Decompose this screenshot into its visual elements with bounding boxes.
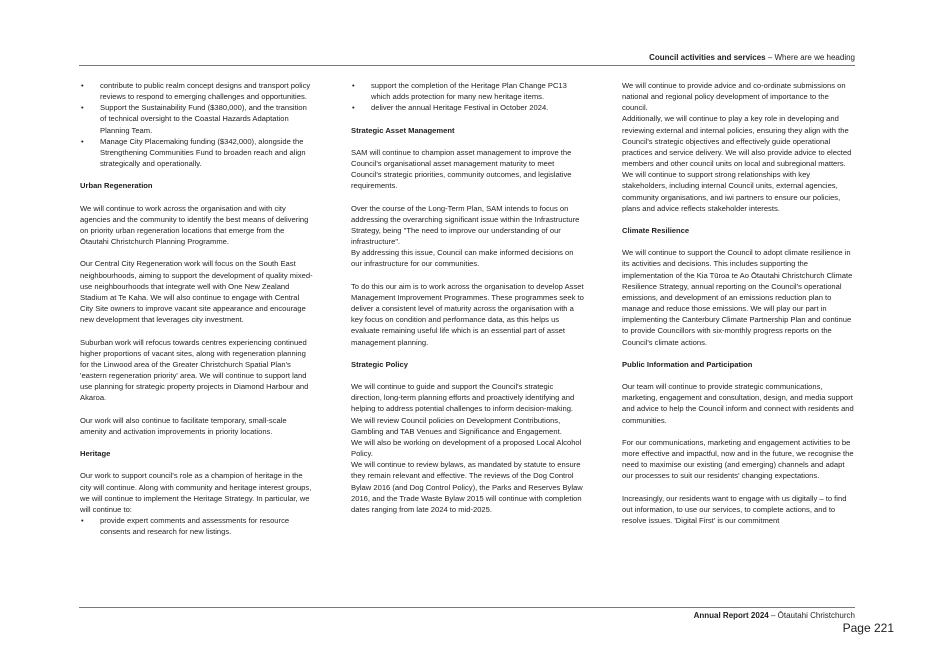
paragraph: For our communications, marketing and engagement activities to be more effective and impactful, now and in the future, we recognise the need to maximise our existing (and emerging) channels and adapt our processes to suit our residents' changing expectations.	[622, 437, 854, 481]
running-header-section: Council activities and services	[649, 53, 766, 62]
list-item: • deliver the annual Heritage Festival in October 2024.	[351, 102, 585, 113]
paragraph: We will continue to guide and support the Council's strategic direction, long-term planning efforts and proactively identifying and helping to address potential challenges to inform decision-making.	[351, 382, 575, 414]
section-heading-strategic-policy: Strategic Policy	[351, 359, 408, 369]
paragraph: We will continue to support strong relationships with key stakeholders, including internal Council units, external agencies, community organisations, and iwi partners to ensure our policies, plans and advice reflects stakeholder interests.	[622, 170, 841, 213]
section-heading-climate-resilience: Climate Resilience	[622, 226, 690, 236]
paragraph: Additionally, we will continue to play a key role in developing and reviewing external and internal policies, ensuring they align with the Council's strategic objectives and effectively guide operational practices and service delivery. We will also provide advice to elected members and other council units on local and subregional matters.	[622, 114, 852, 169]
header-rule	[79, 65, 855, 66]
paragraph: We will continue to work across the organisation and with city agencies and the community to identify the best means of delivering on priority urban regeneration locations that emerge from the Ōtautahi Christchurch Planning Programme.	[80, 203, 309, 247]
list-item: • provide expert comments and assessments for resource consents and research for new listings.	[80, 515, 314, 537]
paragraph: We will continue to support the Council to adopt climate resilience in its activities and decisions. This includes supporting the implementation of the Kia Tūroa te Ao Ōtautahi Christchurch Climate Resilience Strategy, annual reporting on the Council's operational emissions, and development of an emissions reduction plan to manage and reduce those emissions. We will play our part in implementing the Canterbury Climate Partnership Plan and continue to provide Councillors with six-monthly progress reports on the Council's climate actions.	[622, 248, 853, 347]
footer-rule	[79, 607, 855, 608]
bullet-list	[351, 80, 585, 113]
bullet-list	[80, 515, 314, 537]
paragraph: Over the course of the Long-Term Plan, SAM intends to focus on addressing the overarching significant issue within the Infrastructure Strategy, being "The need to improve our understanding of our infrastructure".	[351, 203, 580, 247]
list-item: • Support the Sustainability Fund ($380,000), and the transition of technical oversight to the Coastal Hazards Adaptation Planning Team.	[80, 102, 314, 135]
paragraph: We will continue to review bylaws, as mandated by statute to ensure they remain relevant and effective. The reviews of the Dog Control Bylaw 2016 (and Dog Control Policy), the Parks and Reserves Bylaw 2016, and the Trade Waste Bylaw 2015 will continue with completion dates ranging from late 2024 to mid-2025.	[351, 460, 583, 514]
column-middle	[351, 80, 585, 515]
paragraph: Our work will also continue to facilitate temporary, small-scale amenity and activation improvements in priority locations.	[80, 415, 287, 436]
running-header-subtitle: – Where are we heading	[765, 53, 855, 62]
column-right	[622, 80, 856, 526]
paragraph: We will continue to provide advice and co-ordinate submissions on national and regional policy development of importance to the council.	[622, 81, 846, 113]
paragraph: To do this our aim is to work across the organisation to develop Asset Management Improvement Programmes. These programmes seek to deliver a consistent level of maturity across the organisation with a key focus on condition and performance data, as this helps us evaluate remaining useful life which is an essential part of asset management planning.	[351, 281, 584, 347]
paragraph: Our Central City Regeneration work will focus on the South East neighbourhoods, aiming to support the development of quality mixed-use neighbourhoods that integrate well with One New Zealand Stadium at Te Kaha. We will also continue to engage with Central City Site owners to improve vacant site appearance and encourage new development that leverages city investment.	[80, 259, 313, 325]
footer-report-title: Annual Report 2024	[693, 611, 769, 620]
section-heading-heritage: Heritage	[80, 449, 111, 459]
section-heading-public-information: Public Information and Participation	[622, 359, 753, 369]
paragraph: Increasingly, our residents want to engage with us digitally – to find out information, to use our services, to complete actions, and to resolve issues. 'Digital First' is our commitment	[622, 493, 847, 525]
section-heading-strategic-asset-management: Strategic Asset Management	[351, 125, 455, 135]
paragraph: By addressing this issue, Council can make informed decisions on our infrastructure for our communities.	[351, 248, 574, 269]
section-heading-urban-regeneration: Urban Regeneration	[80, 181, 153, 191]
paragraph: SAM will continue to champion asset management to improve the Council's organisational asset management maturity to meet Council's strategic priorities, community outcomes, and legislative requirements.	[351, 147, 572, 191]
footer-report-subtitle: – Ōtautahi Christchurch	[768, 611, 855, 620]
list-item: • contribute to public realm concept designs and transport policy reviews to respond to emerging challenges and opportunities.	[80, 80, 314, 102]
list-item: • support the completion of the Heritage Plan Change PC13 which adds protection for many new heritage items.	[351, 80, 585, 102]
list-item: • Manage City Placemaking funding ($342,000), alongside the Strengthening Communities Fund to broaden reach and align strategically and operationally.	[80, 136, 314, 169]
bullet-list	[80, 80, 314, 169]
column-left	[80, 80, 314, 537]
paragraph: We will review Council policies on Development Contributions, Gambling and TAB Venues and Significance and Engagement.	[351, 415, 562, 436]
paragraph: Our team will continue to provide strategic communications, marketing, engagement and consultation, design, and media support and advice to help the Council inform and connect with residents and communities.	[622, 382, 854, 425]
page-number: Page 221	[842, 621, 894, 635]
running-footer	[694, 611, 855, 621]
running-header	[649, 53, 855, 63]
paragraph: We will also be working on development of a proposed Local Alcohol Policy.	[351, 437, 582, 459]
paragraph: Suburban work will refocus towards centres experiencing continued higher proportions of vacant sites, along with regeneration planning for the Linwood area of the Greater Christchurch Spatial Plan's 'eastern regeneration priority' area. We will continue to support land use planning for strategic property projects in Diamond Harbour and Akaroa.	[80, 337, 309, 403]
paragraph: Our work to support council's role as a champion of heritage in the city will continue. Along with community and heritage interest groups, we will continue to implement the Heritage Strategy. In particular, we will continue to:	[80, 471, 312, 514]
